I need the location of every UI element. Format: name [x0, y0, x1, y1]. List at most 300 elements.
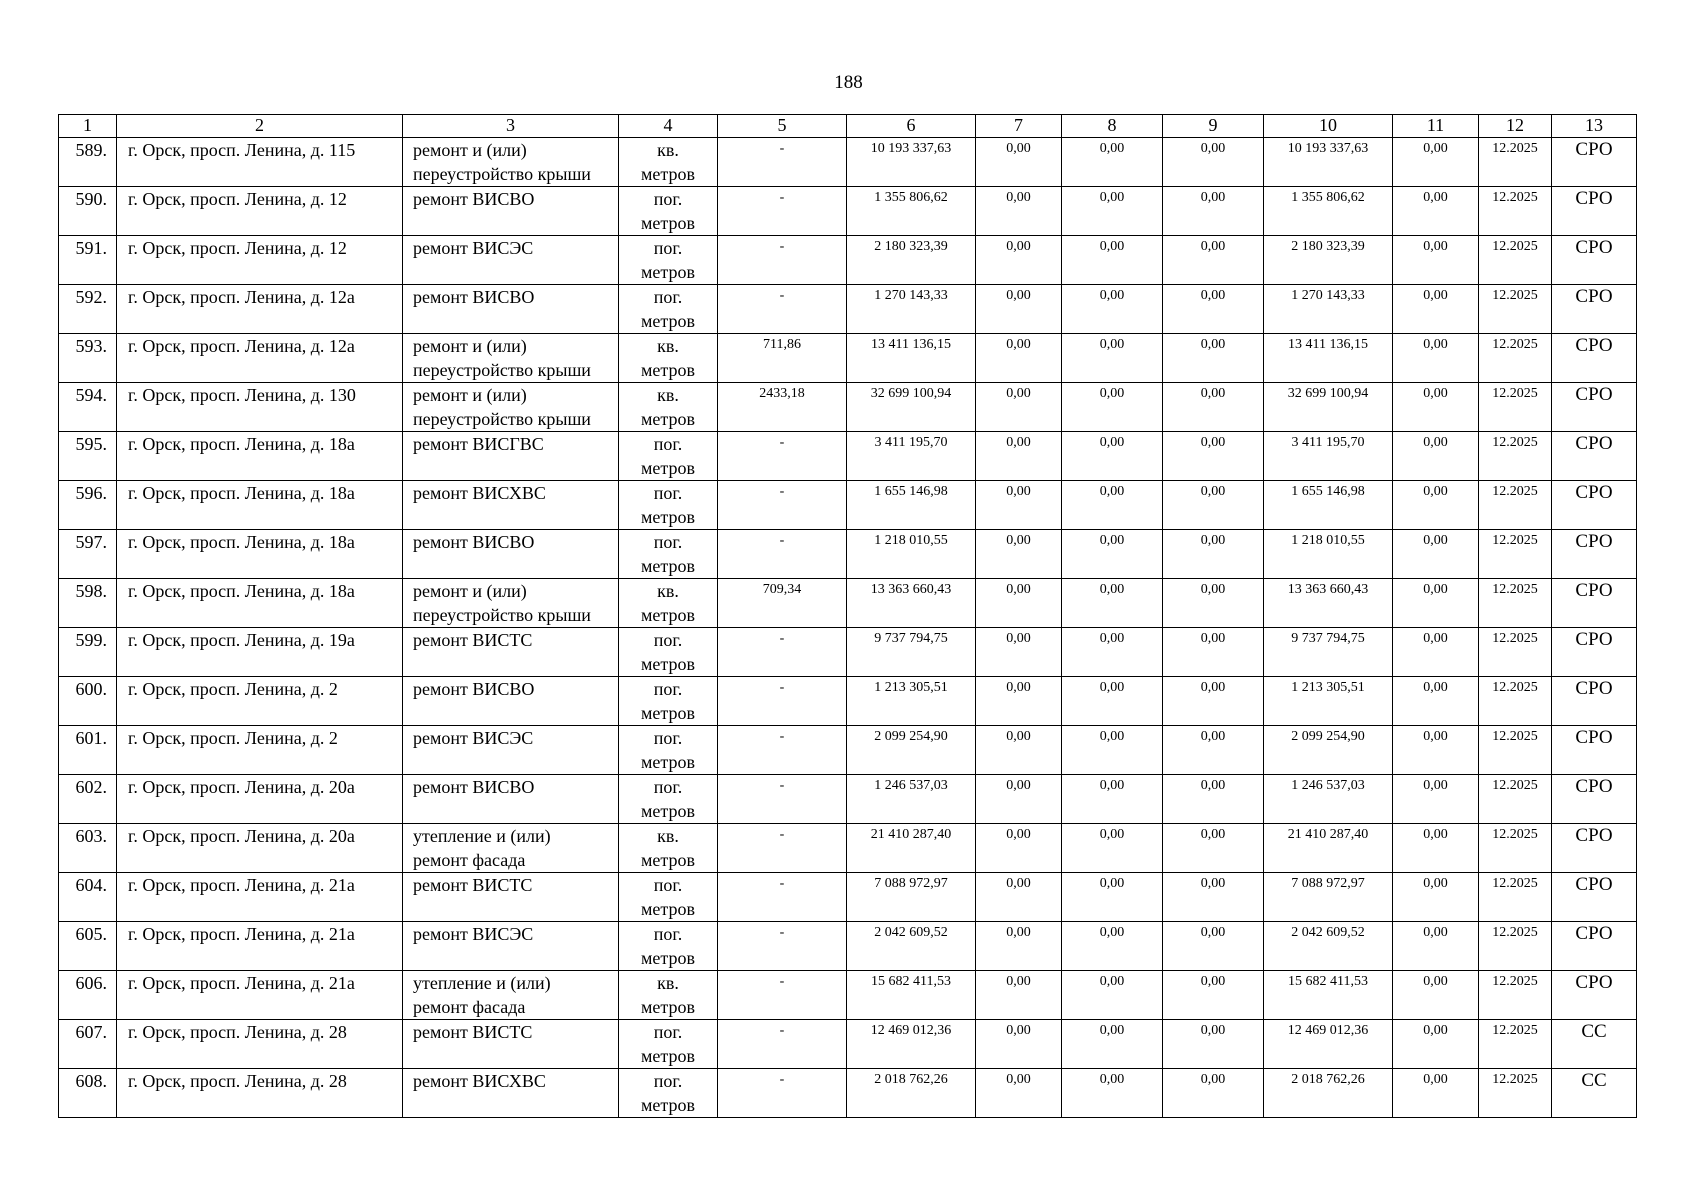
- cost-cell: 1 213 305,51: [847, 677, 976, 726]
- column-header: 4: [619, 115, 718, 138]
- unit-cell: [619, 775, 718, 824]
- work-type-cell: [403, 236, 619, 285]
- unit-line: метров: [641, 458, 695, 478]
- row-number-cell: 595.: [59, 432, 117, 481]
- method-cell: СРО: [1552, 628, 1637, 677]
- column-header: 6: [847, 115, 976, 138]
- work-type-line: ремонт ВИСГВС: [413, 434, 544, 454]
- cost-cell: 10 193 337,63: [847, 138, 976, 187]
- column-header: 2: [117, 115, 403, 138]
- col7-cell: 0,00: [976, 530, 1062, 579]
- col7-cell: 0,00: [976, 432, 1062, 481]
- unit-line: метров: [641, 948, 695, 968]
- method-cell: СРО: [1552, 481, 1637, 530]
- unit-cell: [619, 383, 718, 432]
- work-type-cell: [403, 432, 619, 481]
- row-number-cell: 605.: [59, 922, 117, 971]
- unit-line: метров: [641, 213, 695, 233]
- col8-cell: 0,00: [1062, 383, 1163, 432]
- unit-line: метров: [641, 703, 695, 723]
- unit-line: кв.: [657, 581, 679, 601]
- unit-cell: [619, 873, 718, 922]
- cost-cell: 21 410 287,40: [847, 824, 976, 873]
- date-cell: 12.2025: [1479, 677, 1552, 726]
- cost-cell: 32 699 100,94: [847, 383, 976, 432]
- col8-cell: 0,00: [1062, 334, 1163, 383]
- unit-line: кв.: [657, 826, 679, 846]
- method-cell: СРО: [1552, 922, 1637, 971]
- method-cell: СРО: [1552, 334, 1637, 383]
- quantity-cell: -: [718, 187, 847, 236]
- col11-cell: 0,00: [1393, 334, 1479, 383]
- col7-cell: 0,00: [976, 285, 1062, 334]
- work-type-cell: [403, 285, 619, 334]
- cost-cell: 12 469 012,36: [847, 1020, 976, 1069]
- quantity-cell: -: [718, 775, 847, 824]
- work-type-line: ремонт и (или): [413, 140, 527, 160]
- col8-cell: 0,00: [1062, 726, 1163, 775]
- method-cell: СРО: [1552, 432, 1637, 481]
- row-number-cell: 600.: [59, 677, 117, 726]
- col8-cell: 0,00: [1062, 775, 1163, 824]
- col9-cell: 0,00: [1163, 481, 1264, 530]
- col7-cell: 0,00: [976, 579, 1062, 628]
- col11-cell: 0,00: [1393, 1069, 1479, 1118]
- work-type-cell: [403, 187, 619, 236]
- method-cell: СС: [1552, 1020, 1637, 1069]
- row-number-cell: 594.: [59, 383, 117, 432]
- address-cell: г. Орск, просп. Ленина, д. 115: [117, 138, 403, 187]
- method-cell: СРО: [1552, 677, 1637, 726]
- col7-cell: 0,00: [976, 873, 1062, 922]
- date-cell: 12.2025: [1479, 481, 1552, 530]
- col8-cell: 0,00: [1062, 677, 1163, 726]
- work-type-cell: [403, 628, 619, 677]
- address-cell: г. Орск, просп. Ленина, д. 18а: [117, 579, 403, 628]
- col7-cell: 0,00: [976, 775, 1062, 824]
- col9-cell: 0,00: [1163, 285, 1264, 334]
- method-cell: СС: [1552, 1069, 1637, 1118]
- quantity-cell: -: [718, 628, 847, 677]
- work-type-cell: [403, 138, 619, 187]
- column-header: 1: [59, 115, 117, 138]
- col8-cell: 0,00: [1062, 187, 1163, 236]
- cost-cell: 1 246 537,03: [847, 775, 976, 824]
- col7-cell: 0,00: [976, 236, 1062, 285]
- work-type-line: ремонт ВИСЭС: [413, 728, 534, 748]
- row-number-cell: 602.: [59, 775, 117, 824]
- quantity-cell: -: [718, 138, 847, 187]
- row-number-cell: 596.: [59, 481, 117, 530]
- work-type-line: ремонт фасада: [413, 997, 526, 1017]
- address-cell: г. Орск, просп. Ленина, д. 2: [117, 726, 403, 775]
- date-cell: 12.2025: [1479, 383, 1552, 432]
- table-row: [59, 1020, 1637, 1069]
- unit-cell: [619, 1020, 718, 1069]
- address-cell: г. Орск, просп. Ленина, д. 12: [117, 187, 403, 236]
- col10-cell: 10 193 337,63: [1264, 138, 1393, 187]
- unit-line: метров: [641, 311, 695, 331]
- col10-cell: 1 246 537,03: [1264, 775, 1393, 824]
- quantity-cell: -: [718, 285, 847, 334]
- table-row: [59, 334, 1637, 383]
- col7-cell: 0,00: [976, 726, 1062, 775]
- col9-cell: 0,00: [1163, 775, 1264, 824]
- method-cell: СРО: [1552, 873, 1637, 922]
- address-cell: г. Орск, просп. Ленина, д. 21а: [117, 922, 403, 971]
- col7-cell: 0,00: [976, 1069, 1062, 1118]
- col9-cell: 0,00: [1163, 1020, 1264, 1069]
- cost-cell: 2 018 762,26: [847, 1069, 976, 1118]
- col7-cell: 0,00: [976, 824, 1062, 873]
- unit-line: метров: [641, 605, 695, 625]
- col11-cell: 0,00: [1393, 383, 1479, 432]
- quantity-cell: -: [718, 530, 847, 579]
- table-row: [59, 530, 1637, 579]
- unit-line: метров: [641, 1046, 695, 1066]
- work-type-line: ремонт ВИСТС: [413, 630, 533, 650]
- date-cell: 12.2025: [1479, 138, 1552, 187]
- col9-cell: 0,00: [1163, 873, 1264, 922]
- quantity-cell: -: [718, 1020, 847, 1069]
- unit-line: метров: [641, 262, 695, 282]
- table-row: [59, 775, 1637, 824]
- quantity-cell: -: [718, 481, 847, 530]
- col7-cell: 0,00: [976, 383, 1062, 432]
- date-cell: 12.2025: [1479, 628, 1552, 677]
- col10-cell: 1 213 305,51: [1264, 677, 1393, 726]
- date-cell: 12.2025: [1479, 579, 1552, 628]
- capital-repair-table: [58, 114, 1637, 1118]
- row-number-cell: 603.: [59, 824, 117, 873]
- column-header: 11: [1393, 115, 1479, 138]
- quantity-cell: -: [718, 236, 847, 285]
- col9-cell: 0,00: [1163, 432, 1264, 481]
- row-number-cell: 608.: [59, 1069, 117, 1118]
- date-cell: 12.2025: [1479, 187, 1552, 236]
- unit-line: пог.: [653, 532, 683, 552]
- table-row: [59, 873, 1637, 922]
- method-cell: СРО: [1552, 187, 1637, 236]
- date-cell: 12.2025: [1479, 824, 1552, 873]
- col8-cell: 0,00: [1062, 236, 1163, 285]
- table-row: [59, 432, 1637, 481]
- date-cell: 12.2025: [1479, 726, 1552, 775]
- col10-cell: 2 018 762,26: [1264, 1069, 1393, 1118]
- method-cell: СРО: [1552, 971, 1637, 1020]
- method-cell: СРО: [1552, 824, 1637, 873]
- row-number-cell: 593.: [59, 334, 117, 383]
- unit-line: метров: [641, 556, 695, 576]
- col10-cell: 2 099 254,90: [1264, 726, 1393, 775]
- address-cell: г. Орск, просп. Ленина, д. 12а: [117, 334, 403, 383]
- address-cell: г. Орск, просп. Ленина, д. 12а: [117, 285, 403, 334]
- date-cell: 12.2025: [1479, 530, 1552, 579]
- col11-cell: 0,00: [1393, 775, 1479, 824]
- column-header: 3: [403, 115, 619, 138]
- col9-cell: 0,00: [1163, 824, 1264, 873]
- unit-line: метров: [641, 801, 695, 821]
- col7-cell: 0,00: [976, 677, 1062, 726]
- unit-line: пог.: [653, 875, 683, 895]
- col11-cell: 0,00: [1393, 628, 1479, 677]
- cost-cell: 2 180 323,39: [847, 236, 976, 285]
- address-cell: г. Орск, просп. Ленина, д. 12: [117, 236, 403, 285]
- work-type-line: ремонт ВИСЭС: [413, 238, 534, 258]
- work-type-cell: [403, 383, 619, 432]
- date-cell: 12.2025: [1479, 236, 1552, 285]
- table-row: [59, 579, 1637, 628]
- column-number-row: [59, 115, 1637, 138]
- col10-cell: 7 088 972,97: [1264, 873, 1393, 922]
- unit-line: метров: [641, 164, 695, 184]
- work-type-cell: [403, 677, 619, 726]
- unit-line: метров: [641, 507, 695, 527]
- table-row: [59, 677, 1637, 726]
- col7-cell: 0,00: [976, 481, 1062, 530]
- col11-cell: 0,00: [1393, 285, 1479, 334]
- unit-cell: [619, 481, 718, 530]
- work-type-line: ремонт ВИСВО: [413, 777, 535, 797]
- cost-cell: 13 411 136,15: [847, 334, 976, 383]
- cost-cell: 7 088 972,97: [847, 873, 976, 922]
- col10-cell: 32 699 100,94: [1264, 383, 1393, 432]
- unit-cell: [619, 971, 718, 1020]
- row-number-cell: 592.: [59, 285, 117, 334]
- quantity-cell: -: [718, 677, 847, 726]
- unit-cell: [619, 922, 718, 971]
- unit-cell: [619, 530, 718, 579]
- method-cell: СРО: [1552, 579, 1637, 628]
- cost-cell: 1 270 143,33: [847, 285, 976, 334]
- col11-cell: 0,00: [1393, 236, 1479, 285]
- work-type-line: ремонт ВИСТС: [413, 1022, 533, 1042]
- col11-cell: 0,00: [1393, 824, 1479, 873]
- row-number-cell: 599.: [59, 628, 117, 677]
- unit-cell: [619, 677, 718, 726]
- column-header: 8: [1062, 115, 1163, 138]
- unit-line: кв.: [657, 973, 679, 993]
- work-type-cell: [403, 971, 619, 1020]
- col10-cell: 15 682 411,53: [1264, 971, 1393, 1020]
- unit-line: метров: [641, 997, 695, 1017]
- work-type-line: ремонт ВИСВО: [413, 189, 535, 209]
- col10-cell: 21 410 287,40: [1264, 824, 1393, 873]
- address-cell: г. Орск, просп. Ленина, д. 28: [117, 1069, 403, 1118]
- col9-cell: 0,00: [1163, 726, 1264, 775]
- table-row: [59, 1069, 1637, 1118]
- date-cell: 12.2025: [1479, 432, 1552, 481]
- quantity-cell: -: [718, 922, 847, 971]
- col7-cell: 0,00: [976, 334, 1062, 383]
- address-cell: г. Орск, просп. Ленина, д. 2: [117, 677, 403, 726]
- table-row: [59, 481, 1637, 530]
- col8-cell: 0,00: [1062, 628, 1163, 677]
- col7-cell: 0,00: [976, 187, 1062, 236]
- col8-cell: 0,00: [1062, 530, 1163, 579]
- address-cell: г. Орск, просп. Ленина, д. 21а: [117, 873, 403, 922]
- col8-cell: 0,00: [1062, 579, 1163, 628]
- col11-cell: 0,00: [1393, 1020, 1479, 1069]
- col11-cell: 0,00: [1393, 138, 1479, 187]
- address-cell: г. Орск, просп. Ленина, д. 130: [117, 383, 403, 432]
- work-type-cell: [403, 334, 619, 383]
- work-type-line: переустройство крыши: [413, 605, 591, 625]
- unit-cell: [619, 138, 718, 187]
- work-type-line: ремонт и (или): [413, 336, 527, 356]
- row-number-cell: 607.: [59, 1020, 117, 1069]
- col9-cell: 0,00: [1163, 971, 1264, 1020]
- col10-cell: 1 655 146,98: [1264, 481, 1393, 530]
- unit-line: метров: [641, 1095, 695, 1115]
- work-type-line: ремонт ВИСХВС: [413, 483, 546, 503]
- col9-cell: 0,00: [1163, 187, 1264, 236]
- col11-cell: 0,00: [1393, 579, 1479, 628]
- unit-line: пог.: [653, 679, 683, 699]
- quantity-cell: -: [718, 726, 847, 775]
- unit-line: метров: [641, 654, 695, 674]
- quantity-cell: -: [718, 1069, 847, 1118]
- work-type-line: ремонт и (или): [413, 385, 527, 405]
- col8-cell: 0,00: [1062, 873, 1163, 922]
- method-cell: СРО: [1552, 530, 1637, 579]
- column-header: 13: [1552, 115, 1637, 138]
- col10-cell: 13 363 660,43: [1264, 579, 1393, 628]
- col11-cell: 0,00: [1393, 922, 1479, 971]
- col11-cell: 0,00: [1393, 971, 1479, 1020]
- method-cell: СРО: [1552, 138, 1637, 187]
- cost-cell: 1 218 010,55: [847, 530, 976, 579]
- column-header: 10: [1264, 115, 1393, 138]
- work-type-line: ремонт ВИСТС: [413, 875, 533, 895]
- col9-cell: 0,00: [1163, 677, 1264, 726]
- page-number: 188: [834, 72, 863, 93]
- row-number-cell: 590.: [59, 187, 117, 236]
- unit-cell: [619, 824, 718, 873]
- work-type-cell: [403, 922, 619, 971]
- work-type-cell: [403, 530, 619, 579]
- date-cell: 12.2025: [1479, 971, 1552, 1020]
- column-header: 12: [1479, 115, 1552, 138]
- date-cell: 12.2025: [1479, 285, 1552, 334]
- unit-line: пог.: [653, 483, 683, 503]
- col9-cell: 0,00: [1163, 383, 1264, 432]
- work-type-line: переустройство крыши: [413, 164, 591, 184]
- address-cell: г. Орск, просп. Ленина, д. 18а: [117, 481, 403, 530]
- work-type-cell: [403, 579, 619, 628]
- quantity-cell: 2433,18: [718, 383, 847, 432]
- work-type-cell: [403, 824, 619, 873]
- work-type-line: ремонт ВИСВО: [413, 287, 535, 307]
- unit-cell: [619, 187, 718, 236]
- work-type-cell: [403, 1069, 619, 1118]
- table-row: [59, 187, 1637, 236]
- col11-cell: 0,00: [1393, 873, 1479, 922]
- col7-cell: 0,00: [976, 1020, 1062, 1069]
- col8-cell: 0,00: [1062, 481, 1163, 530]
- work-type-line: переустройство крыши: [413, 360, 591, 380]
- unit-line: кв.: [657, 336, 679, 356]
- unit-line: пог.: [653, 924, 683, 944]
- work-type-cell: [403, 775, 619, 824]
- quantity-cell: -: [718, 971, 847, 1020]
- unit-line: пог.: [653, 728, 683, 748]
- col10-cell: 1 218 010,55: [1264, 530, 1393, 579]
- col10-cell: 1 270 143,33: [1264, 285, 1393, 334]
- col7-cell: 0,00: [976, 138, 1062, 187]
- work-type-line: ремонт ВИСВО: [413, 679, 535, 699]
- method-cell: СРО: [1552, 775, 1637, 824]
- address-cell: г. Орск, просп. Ленина, д. 19а: [117, 628, 403, 677]
- col10-cell: 3 411 195,70: [1264, 432, 1393, 481]
- cost-cell: 2 099 254,90: [847, 726, 976, 775]
- table-row: [59, 726, 1637, 775]
- quantity-cell: -: [718, 432, 847, 481]
- col9-cell: 0,00: [1163, 1069, 1264, 1118]
- method-cell: СРО: [1552, 236, 1637, 285]
- date-cell: 12.2025: [1479, 1069, 1552, 1118]
- column-header: 5: [718, 115, 847, 138]
- date-cell: 12.2025: [1479, 1020, 1552, 1069]
- unit-cell: [619, 1069, 718, 1118]
- col8-cell: 0,00: [1062, 432, 1163, 481]
- address-cell: г. Орск, просп. Ленина, д. 18а: [117, 432, 403, 481]
- col11-cell: 0,00: [1393, 530, 1479, 579]
- table-row: [59, 922, 1637, 971]
- work-type-cell: [403, 481, 619, 530]
- unit-line: кв.: [657, 140, 679, 160]
- quantity-cell: -: [718, 824, 847, 873]
- unit-line: метров: [641, 899, 695, 919]
- col9-cell: 0,00: [1163, 922, 1264, 971]
- work-type-line: ремонт ВИСВО: [413, 532, 535, 552]
- col8-cell: 0,00: [1062, 1020, 1163, 1069]
- col9-cell: 0,00: [1163, 334, 1264, 383]
- table-row: [59, 824, 1637, 873]
- row-number-cell: 604.: [59, 873, 117, 922]
- col8-cell: 0,00: [1062, 1069, 1163, 1118]
- col11-cell: 0,00: [1393, 432, 1479, 481]
- work-type-cell: [403, 1020, 619, 1069]
- method-cell: СРО: [1552, 285, 1637, 334]
- col11-cell: 0,00: [1393, 677, 1479, 726]
- table-body: [59, 138, 1637, 1118]
- unit-line: пог.: [653, 434, 683, 454]
- col10-cell: 2 042 609,52: [1264, 922, 1393, 971]
- work-type-cell: [403, 726, 619, 775]
- unit-line: кв.: [657, 385, 679, 405]
- col8-cell: 0,00: [1062, 922, 1163, 971]
- col11-cell: 0,00: [1393, 187, 1479, 236]
- col10-cell: 9 737 794,75: [1264, 628, 1393, 677]
- work-type-line: ремонт фасада: [413, 850, 526, 870]
- column-header: 7: [976, 115, 1062, 138]
- date-cell: 12.2025: [1479, 922, 1552, 971]
- unit-cell: [619, 334, 718, 383]
- cost-cell: 3 411 195,70: [847, 432, 976, 481]
- cost-cell: 1 655 146,98: [847, 481, 976, 530]
- method-cell: СРО: [1552, 726, 1637, 775]
- quantity-cell: 709,34: [718, 579, 847, 628]
- col8-cell: 0,00: [1062, 138, 1163, 187]
- address-cell: г. Орск, просп. Ленина, д. 20а: [117, 824, 403, 873]
- work-type-cell: [403, 873, 619, 922]
- col9-cell: 0,00: [1163, 236, 1264, 285]
- unit-line: пог.: [653, 189, 683, 209]
- work-type-line: ремонт ВИСЭС: [413, 924, 534, 944]
- unit-cell: [619, 579, 718, 628]
- unit-cell: [619, 285, 718, 334]
